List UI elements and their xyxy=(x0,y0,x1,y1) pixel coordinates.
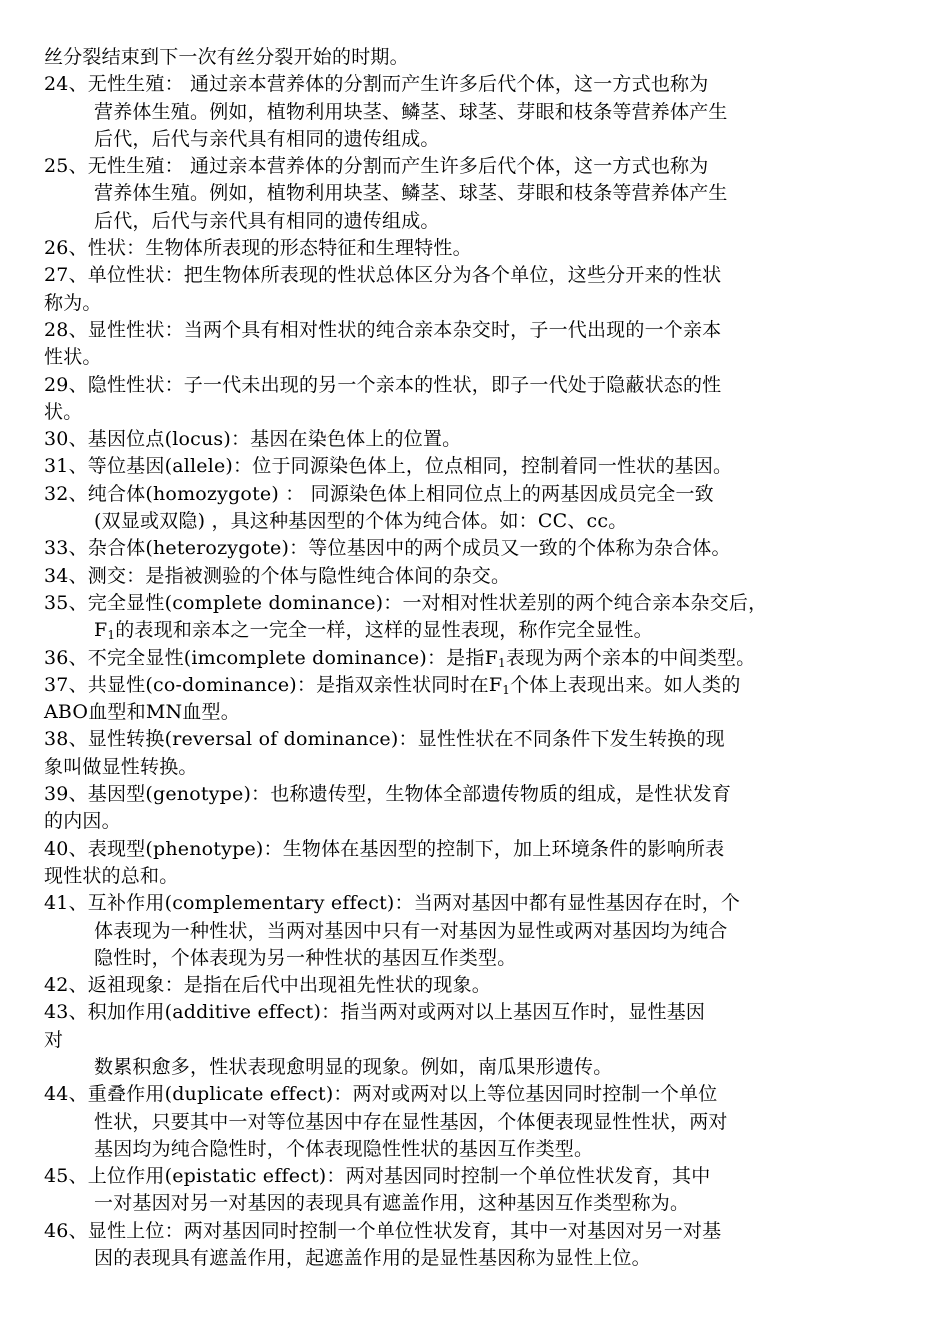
text-line xyxy=(44,945,894,972)
line-text: 丝分裂结束到下一次有丝分裂开始的时期。 xyxy=(44,46,409,68)
text-line xyxy=(44,563,894,590)
line-text: 42、返祖现象：是指在后代中出现祖先性状的现象。 xyxy=(44,974,491,997)
subscript: 1 xyxy=(497,655,506,670)
subscript: 1 xyxy=(502,682,511,697)
text-line xyxy=(44,1245,894,1272)
text-line xyxy=(44,153,894,180)
text-line xyxy=(44,972,894,999)
text-line xyxy=(44,71,894,98)
line-text: 隐性时，个体表现为另一种性状的基因互作类型。 xyxy=(94,946,517,969)
line-text: 39、基因型(genotype)：也称遗传型，生物体全部遗传物质的组成，是性状发育 xyxy=(44,783,732,806)
text-line xyxy=(44,1136,894,1163)
line-text: 43、积加作用(additive effect)：指当两对或两对以上基因互作时，显性基因 xyxy=(44,1001,706,1024)
line-text: 称为。 xyxy=(44,291,102,314)
text-line xyxy=(44,290,894,317)
line-text: 44、重叠作用(duplicate effect)：两对或两对以上等位基因同时控制一个单位 xyxy=(44,1083,718,1106)
line-text: 30、基因位点(locus)：基因在染色体上的位置。 xyxy=(44,428,462,451)
line-text: 35、完全显性(complete dominance)：一对相对性状差别的两个纯合亲本杂交后， xyxy=(44,591,768,614)
text-line xyxy=(44,918,894,945)
line-text: 的内因。 xyxy=(44,810,121,833)
line-text: 的表现和亲本之一完全一样，这样的显性表现，称作完全显性。 xyxy=(115,619,653,642)
text-line xyxy=(44,1109,894,1136)
text-line xyxy=(44,99,894,126)
line-text: 26、性状：生物体所表现的形态特征和生理特性。 xyxy=(44,237,472,260)
text-line xyxy=(44,481,894,508)
text-line xyxy=(44,535,894,562)
line-text: 41、互补作用(complementary effect)：当两对基因中都有显性基因存在时，个 xyxy=(44,892,741,915)
line-text: 一对基因对另一对基因的表现具有遮盖作用，这种基因互作类型称为。 xyxy=(94,1192,690,1215)
text-line xyxy=(44,344,894,371)
subscript: 1 xyxy=(107,628,116,643)
text-line xyxy=(44,672,894,699)
document-body xyxy=(44,44,894,1272)
line-text: ABO血型和MN血型。 xyxy=(44,701,240,724)
text-line xyxy=(44,1218,894,1245)
text-line xyxy=(44,781,894,808)
line-text: 营养体生殖。例如，植物利用块茎、鳞茎、球茎、芽眼和枝条等营养体产生 xyxy=(94,100,728,123)
line-text: 29、隐性性状：子一代未出现的另一个亲本的性状，即子一代处于隐蔽状态的性 xyxy=(44,373,722,396)
line-text: 现性状的总和。 xyxy=(44,864,179,887)
line-text: 因的表现具有遮盖作用，起遮盖作用的是显性基因称为显性上位。 xyxy=(94,1247,651,1270)
text-line xyxy=(44,890,894,917)
line-prefix: F xyxy=(94,619,108,642)
line-text: 31、等位基因(allele)：位于同源染色体上，位点相同，控制着同一性状的基因。 xyxy=(44,455,733,478)
line-text: 状。 xyxy=(44,400,83,423)
line-text: 象叫做显性转换。 xyxy=(44,755,198,778)
line-text: 28、显性性状：当两个具有相对性状的纯合亲本杂交时，子一代出现的一个亲本 xyxy=(44,318,722,341)
text-line xyxy=(44,1081,894,1108)
text-line xyxy=(44,44,894,71)
text-line xyxy=(44,180,894,207)
text-line xyxy=(44,1054,894,1081)
line-text: 性状。 xyxy=(44,346,102,369)
line-text: 营养体生殖。例如，植物利用块茎、鳞茎、球茎、芽眼和枝条等营养体产生 xyxy=(94,182,728,205)
line-suffix: 个体上表现出来。如人类的 xyxy=(510,673,741,696)
line-text: 32、纯合体(homozygote) ： 同源染色体上相同位点上的两基因成员完全一致 xyxy=(44,482,714,505)
text-line xyxy=(44,1190,894,1217)
text-line xyxy=(44,836,894,863)
text-line xyxy=(44,1027,894,1054)
line-text: 34、测交：是指被测验的个体与隐性纯合体间的杂交。 xyxy=(44,564,511,587)
text-line xyxy=(44,1163,894,1190)
line-text: 37、共显性(co-dominance)：是指双亲性状同时在F xyxy=(44,673,503,696)
text-line xyxy=(44,399,894,426)
text-line xyxy=(44,645,894,672)
line-text: 38、显性转换(reversal of dominance)：显性性状在不同条件下发生转换的现 xyxy=(44,728,725,751)
line-text: 36、不完全显性(imcomplete dominance)：是指F xyxy=(44,646,498,669)
text-line xyxy=(44,208,894,235)
text-line xyxy=(44,726,894,753)
line-text: 24、无性生殖： 通过亲本营养体的分割而产生许多后代个体，这一方式也称为 xyxy=(44,73,709,96)
text-line xyxy=(44,453,894,480)
line-text: 后代，后代与亲代具有相同的遗传组成。 xyxy=(94,209,440,232)
text-line xyxy=(44,235,894,262)
text-line xyxy=(44,126,894,153)
line-text: 25、无性生殖： 通过亲本营养体的分割而产生许多后代个体，这一方式也称为 xyxy=(44,155,709,178)
line-text: 27、单位性状：把生物体所表现的性状总体区分为各个单位，这些分开来的性状 xyxy=(44,264,722,287)
text-line xyxy=(44,426,894,453)
line-text: 对 xyxy=(44,1028,64,1051)
line-text: 33、杂合体(heterozygote)：等位基因中的两个成员又一致的个体称为杂合体。 xyxy=(44,537,731,560)
text-line xyxy=(44,262,894,289)
text-line xyxy=(44,508,894,535)
text-line xyxy=(44,754,894,781)
line-text: 40、表现型(phenotype)：生物体在基因型的控制下，加上环境条件的影响所表 xyxy=(44,837,725,860)
text-line xyxy=(44,999,894,1026)
line-text: (双显或双隐) ，具这种基因型的个体为纯合体。如：CC、cc。 xyxy=(94,510,628,533)
line-suffix: 表现为两个亲本的中间类型。 xyxy=(505,646,756,669)
line-text: 后代，后代与亲代具有相同的遗传组成。 xyxy=(94,127,440,150)
text-line xyxy=(44,590,894,617)
text-line xyxy=(44,699,894,726)
line-text: 数累积愈多，性状表现愈明显的现象。例如，南瓜果形遗传。 xyxy=(94,1055,613,1078)
line-text: 46、显性上位：两对基因同时控制一个单位性状发育，其中一对基因对另一对基 xyxy=(44,1219,722,1242)
text-line xyxy=(44,863,894,890)
text-line xyxy=(44,317,894,344)
line-text: 体表现为一种性状，当两对基因中只有一对基因为显性或两对基因均为纯合 xyxy=(94,919,728,942)
text-line xyxy=(44,617,894,644)
line-text: 45、上位作用(epistatic effect)：两对基因同时控制一个单位性状发育，其中 xyxy=(44,1165,711,1188)
line-text: 基因均为纯合隐性时，个体表现隐性性状的基因互作类型。 xyxy=(94,1137,594,1160)
text-line xyxy=(44,808,894,835)
line-text: 性状，只要其中一对等位基因中存在显性基因，个体便表现显性性状，两对 xyxy=(94,1110,728,1133)
text-line xyxy=(44,372,894,399)
